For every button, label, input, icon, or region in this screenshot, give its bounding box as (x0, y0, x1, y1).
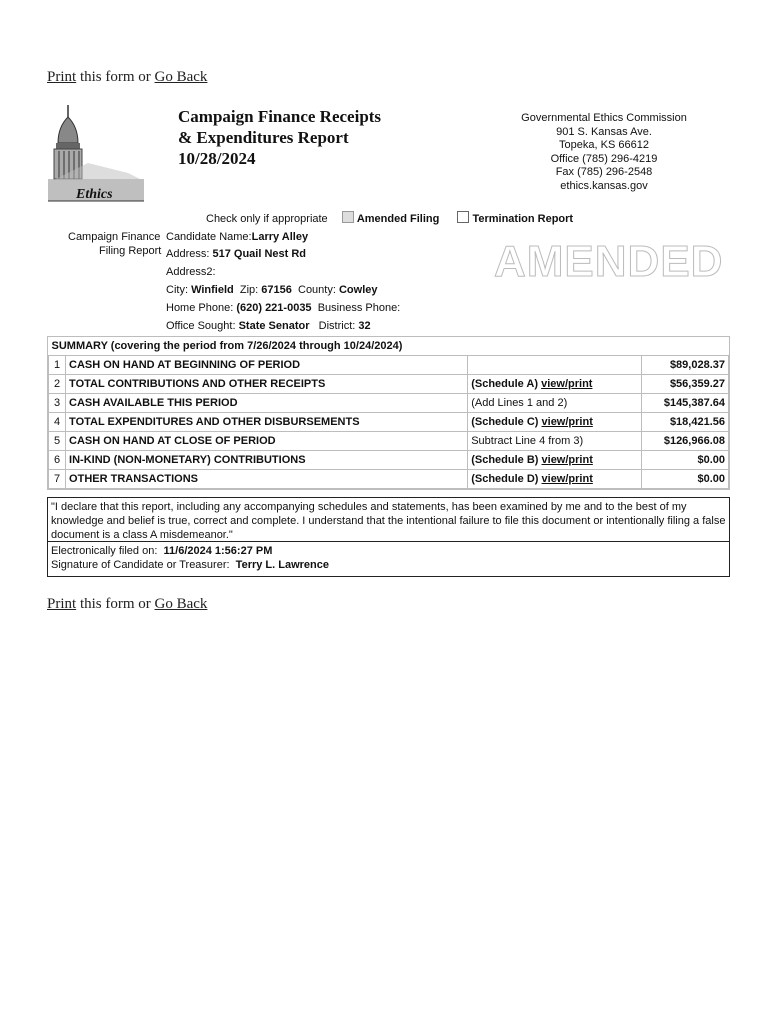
row-description: IN-KIND (NON-MONETARY) CONTRIBUTIONS (66, 451, 468, 470)
signature-value: Terry L. Lawrence (235, 559, 330, 571)
agency-website: ethics.kansas.gov (560, 179, 648, 192)
report-type-line2: Filing Report (99, 245, 162, 257)
agency-name: Governmental Ethics Commission (521, 112, 687, 124)
schedule-label: (Schedule C) (471, 416, 542, 428)
row-number: 3 (49, 394, 66, 413)
schedule-b-view-print-link[interactable]: view/print (541, 454, 593, 466)
signature-row (51, 558, 726, 572)
top-nav (47, 69, 207, 86)
table-row (49, 413, 729, 432)
county-label: County: (298, 284, 336, 296)
table-row (49, 356, 729, 375)
amended-label: Amended Filing (356, 213, 440, 225)
bottom-nav (47, 596, 207, 613)
city-value: Winfield (191, 284, 234, 296)
summary-table-container (47, 336, 730, 490)
check-row (206, 211, 573, 227)
agency-fax: Fax (785) 296-2548 (555, 166, 653, 178)
report-title-block (178, 106, 381, 169)
table-row (49, 451, 729, 470)
print-link[interactable]: Print (47, 69, 77, 85)
address-row (166, 246, 306, 262)
office-label: Office Sought: (166, 320, 236, 332)
termination-label: Termination Report (472, 213, 574, 225)
row-amount: $145,387.64 (641, 394, 728, 413)
row-number: 7 (49, 470, 66, 489)
seal-text: Ethics (76, 187, 113, 202)
report-title-line1: Campaign Finance Receipts (178, 107, 382, 126)
row-amount: $18,421.56 (641, 413, 728, 432)
business-phone-label: Business Phone: (317, 302, 401, 314)
ethics-seal-logo (48, 103, 144, 207)
address2-row (166, 264, 216, 280)
summary-header: SUMMARY (covering the period from 7/26/2024 through 10/24/2024) (49, 337, 729, 356)
summary-header-row (49, 337, 729, 356)
row-number: 1 (49, 356, 66, 375)
schedule-c-view-print-link[interactable]: view/print (541, 416, 593, 428)
row-schedule (468, 413, 642, 432)
row-schedule: (Add Lines 1 and 2) (468, 394, 642, 413)
candidate-name-row (166, 229, 308, 245)
address-label: Address: (166, 248, 210, 260)
district-value: 32 (358, 320, 371, 332)
go-back-link[interactable]: Go Back (154, 69, 208, 85)
row-amount: $56,359.27 (641, 375, 728, 394)
row-schedule (468, 375, 642, 394)
schedule-label: (Schedule D) (471, 473, 542, 485)
print-link-bottom[interactable]: Print (47, 596, 77, 612)
row-schedule (468, 356, 642, 375)
termination-checkbox[interactable] (457, 211, 469, 223)
district-label: District: (318, 320, 356, 332)
table-row (49, 394, 729, 413)
table-row (49, 375, 729, 394)
row-amount: $0.00 (641, 470, 728, 489)
row-number: 6 (49, 451, 66, 470)
row-number: 4 (49, 413, 66, 432)
row-description: CASH ON HAND AT BEGINNING OF PERIOD (66, 356, 468, 375)
row-description: CASH AVAILABLE THIS PERIOD (66, 394, 468, 413)
county-value: Cowley (338, 284, 378, 296)
row-schedule (468, 451, 642, 470)
schedule-label: (Schedule A) (471, 378, 542, 390)
schedule-a-view-print-link[interactable]: view/print (541, 378, 593, 390)
amended-checkbox[interactable] (342, 211, 354, 223)
amended-stamp: AMENDED (494, 237, 724, 286)
office-row (166, 318, 371, 334)
filed-label: Electronically filed on: (51, 545, 158, 557)
declaration-box: "I declare that this report, including any accompanying schedules and statements, has been examined by me and to the best of my knowledge and belief is true, correct and complete. I understand that the intentional failure to file this document or intentionally filing a false document is a class A misdemeanor." (47, 497, 730, 542)
row-description: TOTAL EXPENDITURES AND OTHER DISBURSEMENTS (66, 413, 468, 432)
phone-row (166, 300, 400, 316)
filed-value: 11/6/2024 1:56:27 PM (163, 545, 273, 557)
nav-text-bottom: this form or (76, 596, 155, 612)
check-label: Check only if appropriate (206, 213, 328, 225)
row-schedule (468, 470, 642, 489)
report-type-line1: Campaign Finance (68, 231, 161, 243)
signature-label: Signature of Candidate or Treasurer: (51, 559, 230, 571)
schedule-label: (Schedule B) (471, 454, 542, 466)
candidate-name: Larry Alley (251, 231, 309, 243)
row-description: CASH ON HAND AT CLOSE OF PERIOD (66, 432, 468, 451)
row-description: TOTAL CONTRIBUTIONS AND OTHER RECEIPTS (66, 375, 468, 394)
city-label: City: (166, 284, 188, 296)
agency-address: 901 S. Kansas Ave. (556, 125, 652, 138)
report-title-line2: & Expenditures Report (178, 128, 349, 147)
agency-city: Topeka, KS 66612 (559, 139, 649, 151)
agency-office-phone: Office (785) 296-4219 (550, 152, 658, 165)
row-schedule: Subtract Line 4 from 3) (468, 432, 642, 451)
address2-label: Address2: (166, 266, 216, 278)
go-back-link-bottom[interactable]: Go Back (154, 596, 208, 612)
nav-text: this form or (76, 69, 155, 85)
table-row (49, 432, 729, 451)
row-amount: $126,966.08 (641, 432, 728, 451)
row-description: OTHER TRANSACTIONS (66, 470, 468, 489)
address-value: 517 Quail Nest Rd (212, 248, 307, 260)
row-amount: $89,028.37 (641, 356, 728, 375)
home-phone-value: (620) 221-0035 (236, 302, 312, 314)
zip-label: Zip: (239, 284, 259, 296)
city-row (166, 282, 378, 298)
zip-value: 67156 (261, 284, 292, 296)
report-date: 10/28/2024 (178, 149, 256, 168)
schedule-d-view-print-link[interactable]: view/print (541, 473, 593, 485)
agency-block (504, 112, 704, 193)
row-number: 2 (49, 375, 66, 394)
table-row (49, 470, 729, 489)
row-amount: $0.00 (641, 451, 728, 470)
office-value: State Senator (238, 320, 310, 332)
filed-row (51, 544, 726, 558)
signature-box (47, 542, 730, 577)
row-number: 5 (49, 432, 66, 451)
summary-table (48, 337, 729, 489)
candidate-label: Candidate Name: (166, 231, 252, 243)
home-phone-label: Home Phone: (166, 302, 234, 314)
